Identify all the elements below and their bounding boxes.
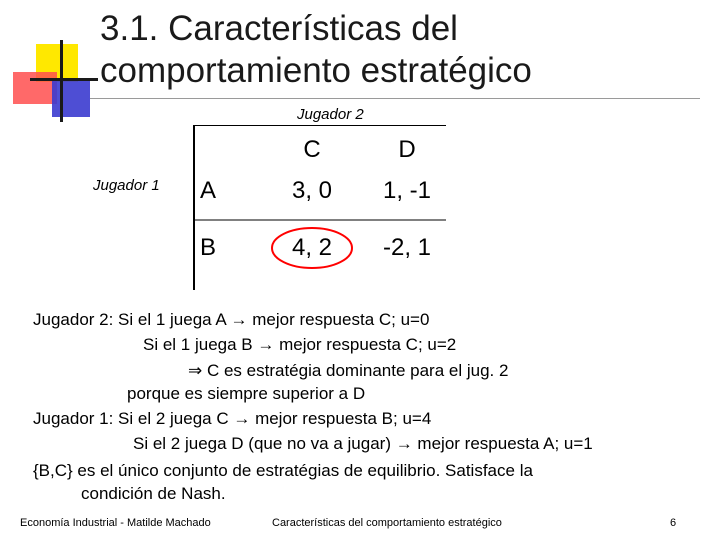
body-line-5: Jugador 1: Si el 2 juega C → mejor respuesta B; u=4: [33, 409, 432, 428]
footer-author: Economía Industrial - Matilde Machado: [20, 517, 211, 529]
body-line-8: condición de Nash.: [81, 484, 226, 503]
column-header-d: D: [398, 136, 416, 163]
slide-logo: [0, 0, 100, 125]
footer-topic: Características del comportamiento estratégico: [272, 517, 502, 529]
body-line-2: Si el 1 juega B → mejor respuesta C; u=2: [143, 335, 457, 354]
player2-label: Jugador 2: [297, 106, 364, 123]
payoff-cell-b-d: -2, 1: [382, 234, 432, 261]
title-line-2: comportamiento estratégico: [100, 51, 532, 90]
column-header-c: C: [303, 136, 321, 163]
body-line-3: ⇒ C es estratégia dominante para el jug. 2: [188, 361, 509, 380]
logo-red-square: [13, 72, 57, 104]
row-header-b: B: [200, 234, 217, 261]
title-line-1: 3.1. Características del: [100, 9, 458, 48]
equilibrium-highlight-oval: [270, 226, 354, 270]
page-number: 6: [670, 517, 677, 529]
player1-label: Jugador 1: [93, 177, 160, 194]
body-line-6: Si el 2 juega D (que no va a jugar) → mejor respuesta A; u=1: [133, 434, 593, 453]
slide-title: [100, 8, 700, 92]
payoff-cell-a-c: 3, 0: [291, 177, 333, 204]
logo-horizontal-line: [30, 78, 98, 81]
body-line-7: {B,C} es el único conjunto de estratégias de equilibrio. Satisface la: [33, 461, 533, 480]
payoff-cell-b-c: 4, 2: [291, 234, 333, 261]
logo-vertical-line: [60, 40, 63, 122]
title-divider: [90, 98, 700, 99]
payoff-cell-a-d: 1, -1: [382, 177, 432, 204]
body-line-1: Jugador 2: Si el 1 juega A → mejor respuesta C; u=0: [33, 310, 430, 329]
logo-blue-square: [52, 79, 90, 117]
body-line-4: porque es siempre superior a D: [127, 384, 366, 403]
row-header-a: A: [200, 177, 217, 204]
